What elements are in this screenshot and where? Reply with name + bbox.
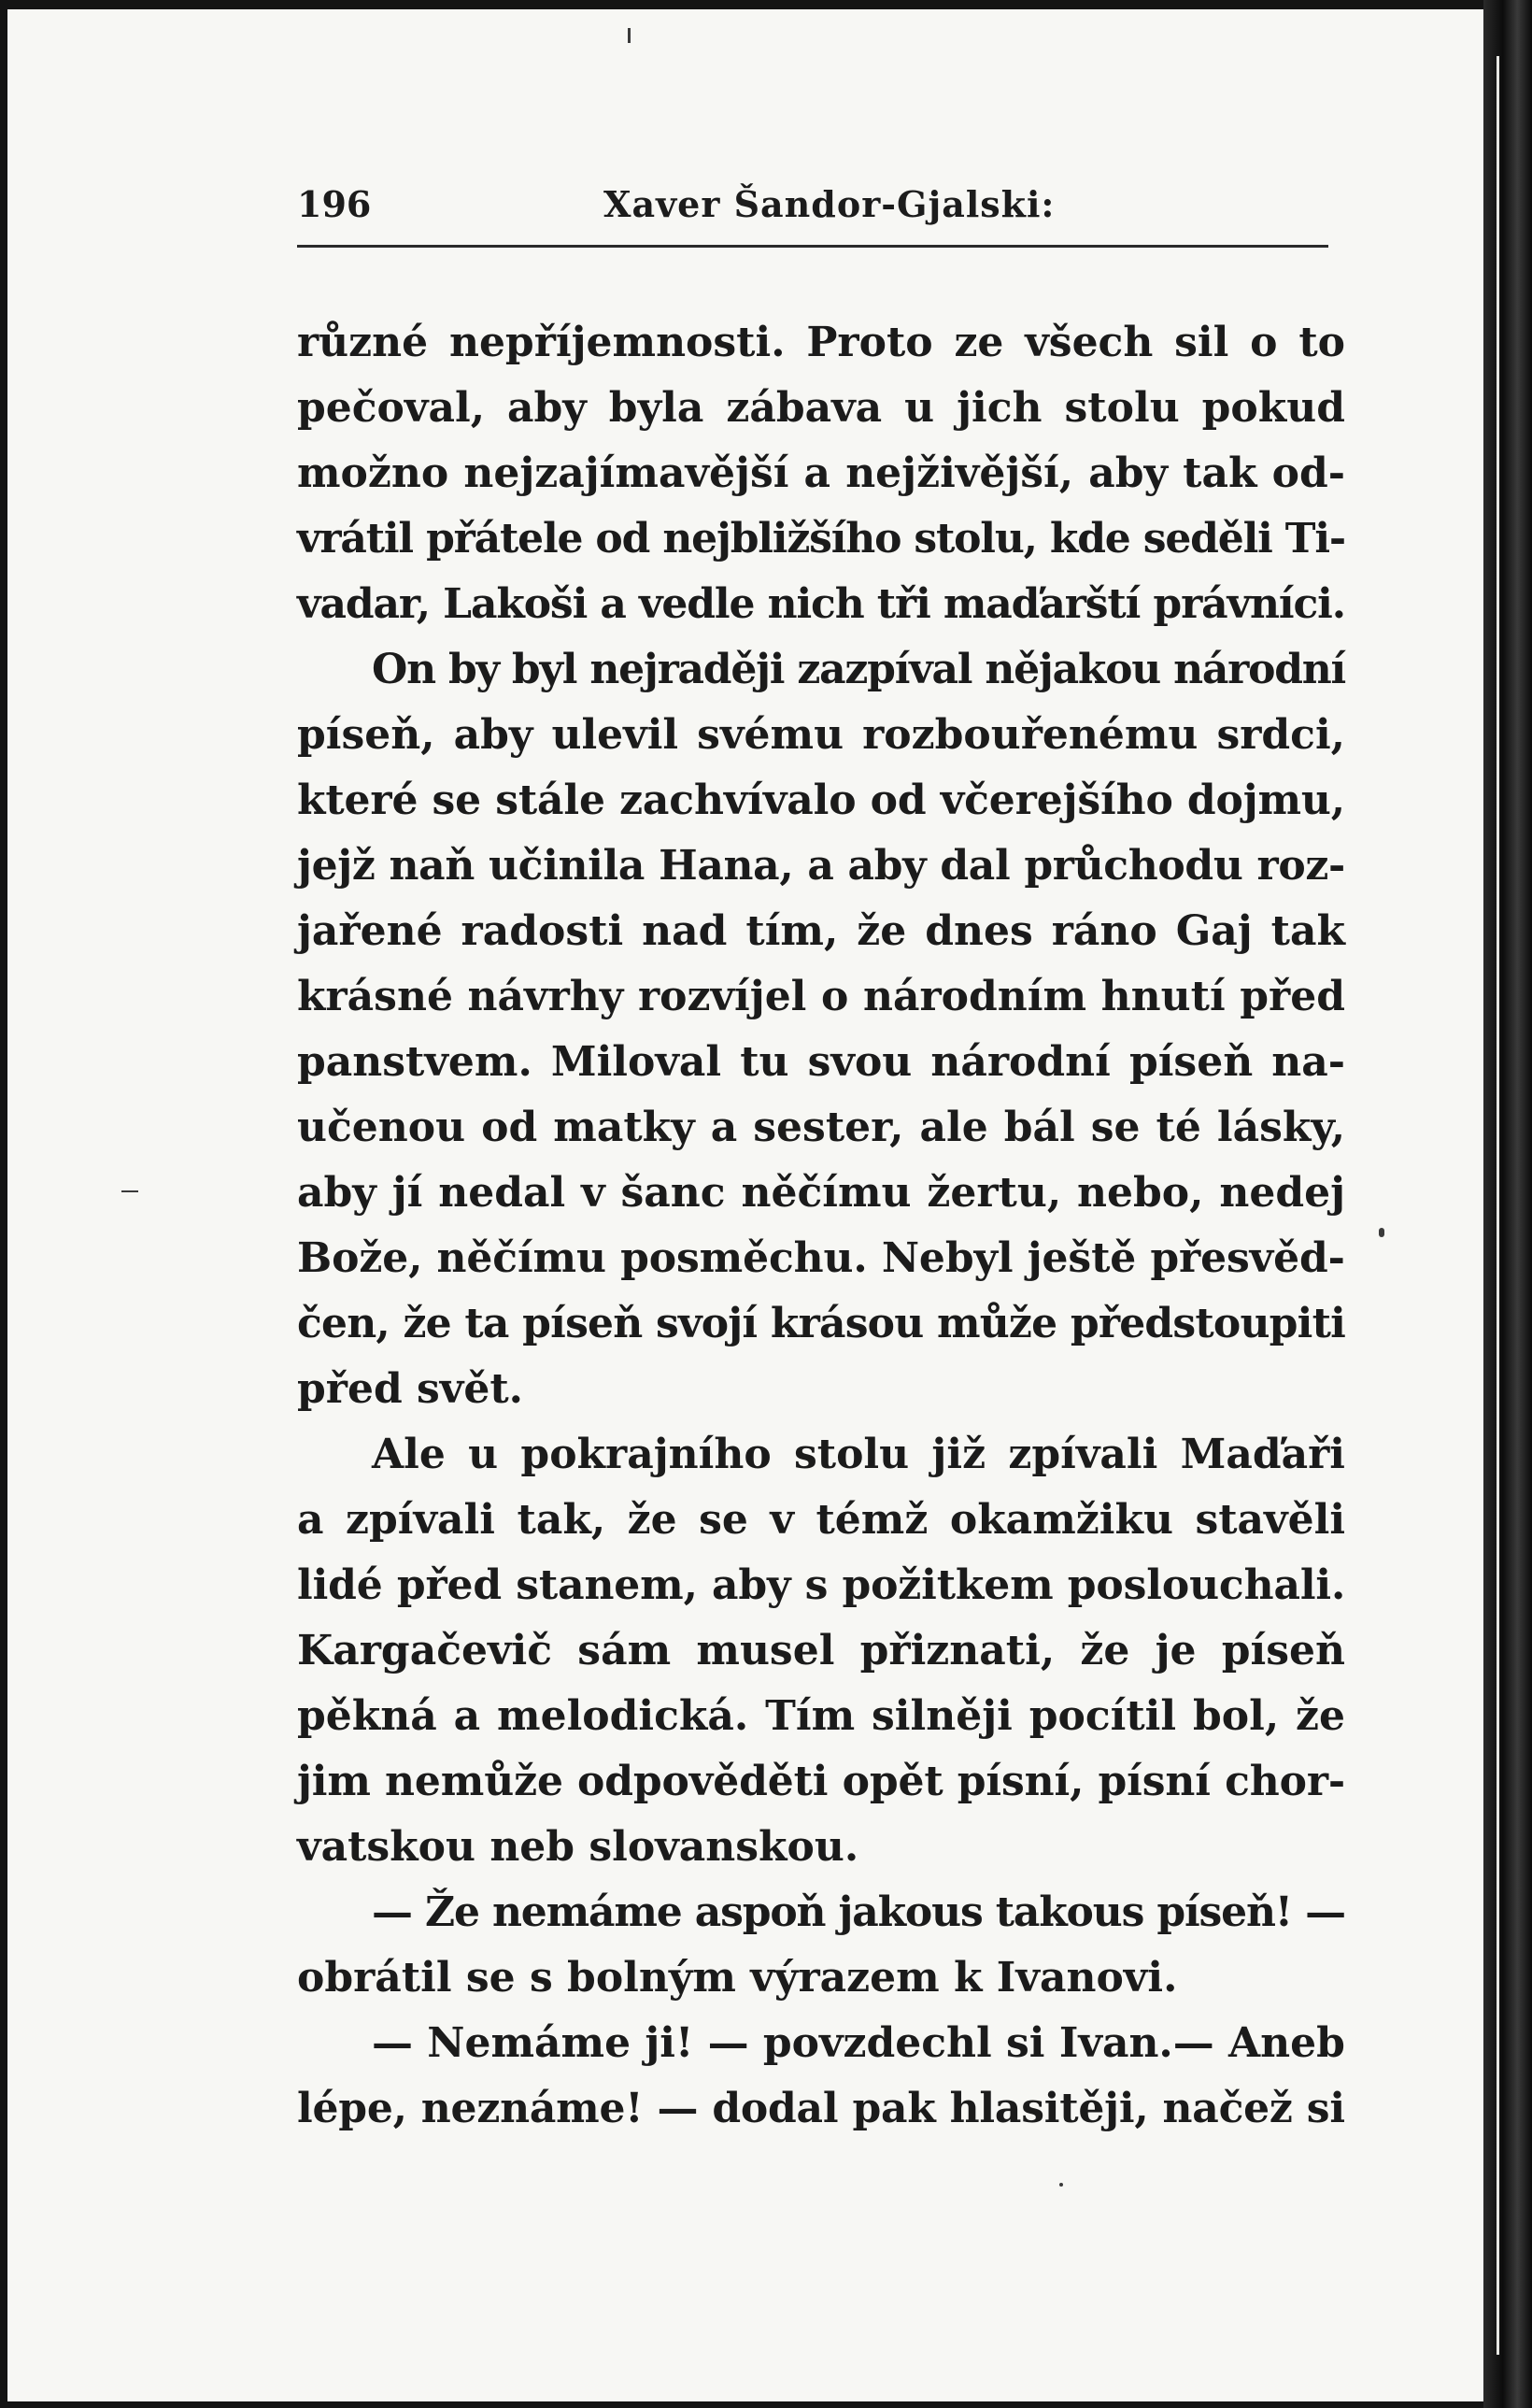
header-rule (297, 245, 1328, 248)
text-line: — Že nemáme aspoň jakous takous píseň! — (372, 1888, 1345, 1936)
running-header (297, 183, 1328, 228)
text-line: krásné návrhy rozvíjel o národním hnutí před (297, 973, 1345, 1020)
scan-speck (121, 1190, 138, 1192)
text-line: On by byl nejraději zazpíval nějakou národní (372, 646, 1345, 693)
text-line: učenou od matky a sester, ale bál se té lásky, (297, 1104, 1346, 1151)
text-line: pěkná a melodická. Tím silněji pocítil bol, že (297, 1692, 1346, 1740)
text-line: panstvem. Miloval tu svou národní píseň na- (297, 1038, 1346, 1086)
scan-speck (1379, 1228, 1384, 1237)
text-line: vatskou neb slovanskou. (297, 1823, 859, 1871)
text-line: jejž naň učinila Hana, a aby dal průchodu roz- (297, 842, 1345, 890)
page-edge-shadow (1483, 0, 1532, 2408)
scan-speck (628, 28, 631, 43)
running-title: Xaver Šandor-Gjalski: (603, 183, 1056, 225)
text-line: aby jí nedal v šanc něčímu žertu, nebo, nedej (297, 1169, 1346, 1217)
text-line: které se stále zachvívalo od včerejšího dojmu, (297, 777, 1345, 824)
text-line: — Nemáme ji! — povzdechl si Ivan.— Aneb (372, 2019, 1345, 2067)
text-line: a zpívali tak, že se v témž okamžiku stavěli (297, 1496, 1346, 1544)
text-line: pečoval, aby byla zábava u jich stolu pokud (297, 384, 1346, 432)
text-line: vadar, Lakoši a vedle nich tři maďarští právníci. (297, 580, 1345, 628)
text-line: lidé před stanem, aby s požitkem poslouchali. (297, 1561, 1346, 1609)
body-text (297, 310, 1345, 2142)
text-line: obrátil se s bolným výrazem k Ivanovi. (297, 1954, 1178, 2002)
text-line: Ale u pokrajního stolu již zpívali Maďaři (372, 1431, 1346, 1478)
page-edge-line (1497, 56, 1499, 2355)
text-line: různé nepříjemnosti. Proto ze všech sil o to (297, 319, 1345, 366)
text-line: Bože, něčímu posměchu. Nebyl ještě přesvěd- (297, 1234, 1345, 1282)
text-line: jim nemůže odpověděti opět písní, písní chor- (297, 1758, 1346, 1805)
text-line: jařené radosti nad tím, že dnes ráno Gaj tak (297, 907, 1345, 955)
text-line: Kargačevič sám musel přiznati, že je píseň (297, 1627, 1345, 1674)
text-line: lépe, neznáme! — dodal pak hlasitěji, načež si (297, 2085, 1345, 2132)
text-line: možno nejzajímavější a nejživější, aby tak od- (297, 449, 1346, 497)
page-number: 196 (297, 183, 372, 225)
text-line: vrátil přátele od nejbližšího stolu, kde seděli Ti- (297, 515, 1345, 563)
scan-speck (1059, 2183, 1063, 2187)
text-line: píseň, aby ulevil svému rozbouřenému srdci, (297, 711, 1345, 759)
text-line: před svět. (297, 1365, 523, 1413)
text-line: čen, že ta píseň svojí krásou může předstoupiti (297, 1300, 1346, 1347)
